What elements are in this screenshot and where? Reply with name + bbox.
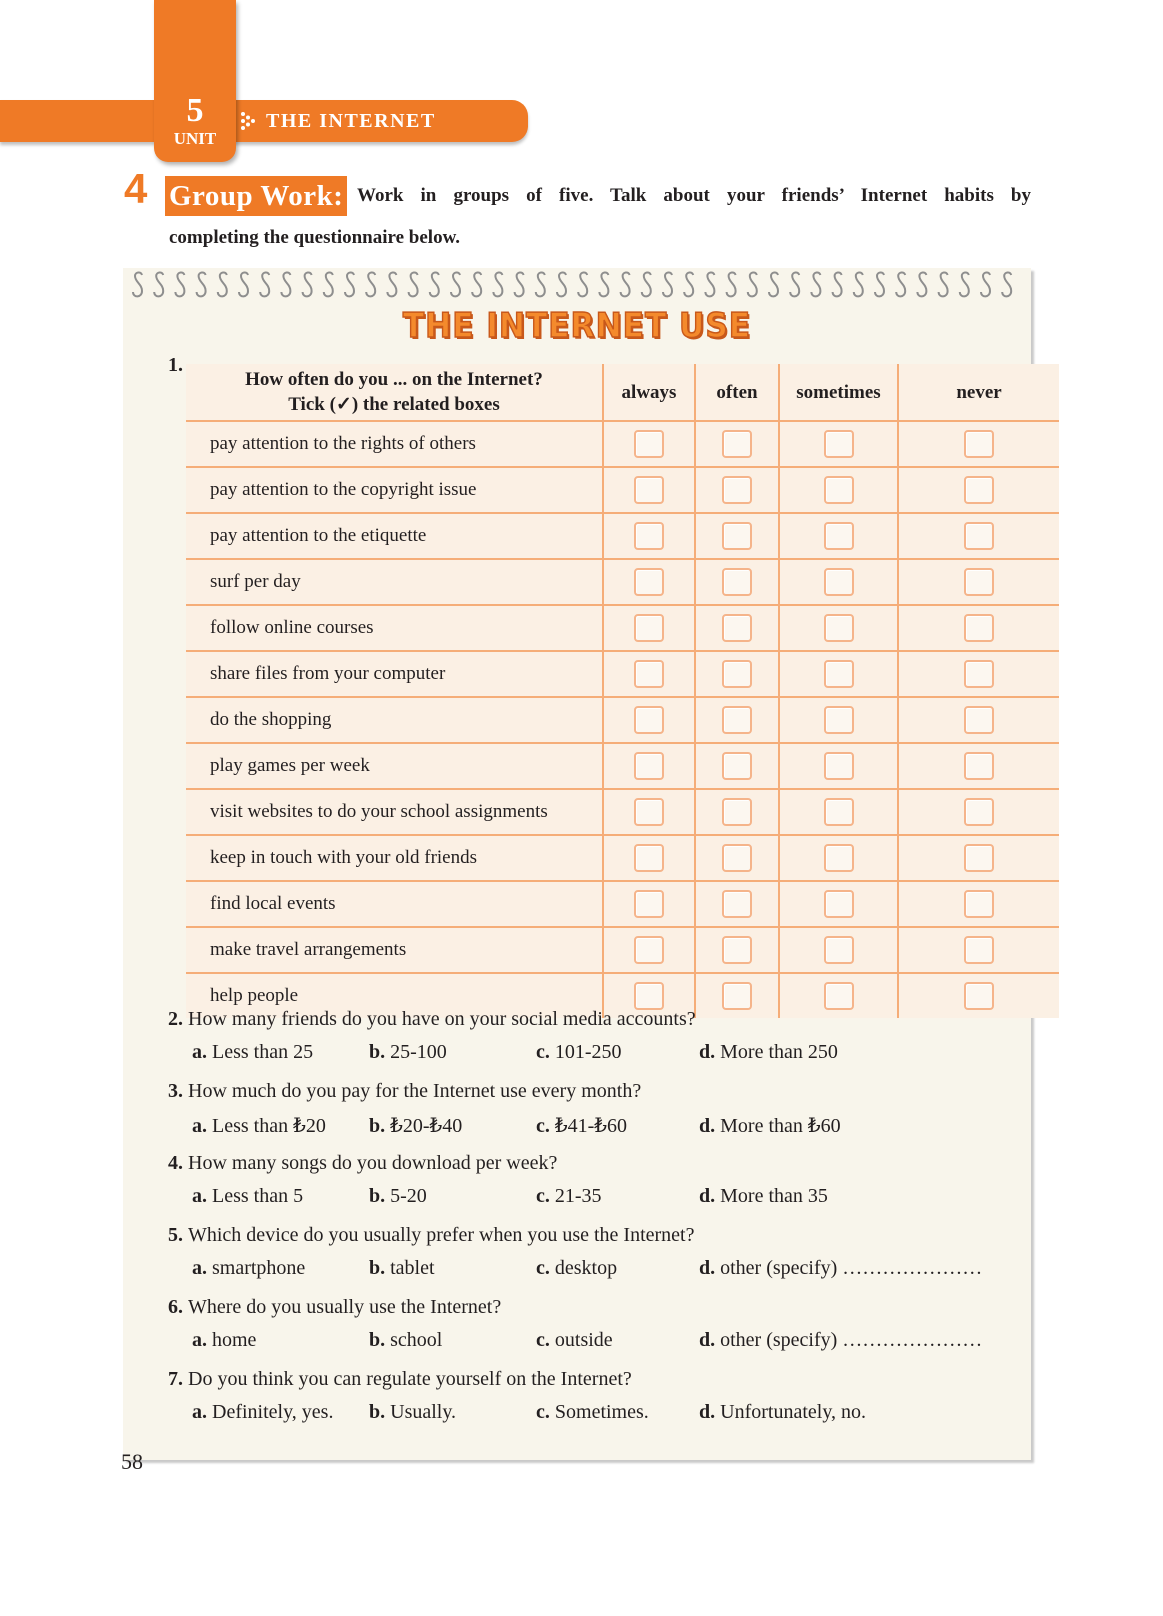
dotted-arrow-icon bbox=[240, 111, 258, 131]
checkbox-sometimes[interactable] bbox=[824, 798, 854, 826]
option-text: smartphone bbox=[212, 1257, 306, 1279]
checkbox-cell bbox=[603, 835, 695, 881]
checkbox-cell bbox=[695, 697, 779, 743]
checkbox-cell bbox=[898, 559, 1059, 605]
checkbox-sometimes[interactable] bbox=[824, 476, 854, 504]
checkbox-never[interactable] bbox=[964, 660, 994, 688]
question-number: 4. bbox=[168, 1152, 183, 1174]
spiral-ring bbox=[430, 272, 439, 296]
column-header-often: often bbox=[695, 364, 779, 421]
option-letter: c. bbox=[536, 1401, 550, 1423]
option-letter: b. bbox=[369, 1257, 386, 1279]
question-item bbox=[168, 1368, 1028, 1440]
questionnaire-panel bbox=[123, 268, 1031, 1460]
checkbox-cell bbox=[695, 559, 779, 605]
answer-option[interactable] bbox=[699, 1401, 866, 1424]
option-text: Less than ₺20 bbox=[212, 1115, 326, 1137]
option-letter: b. bbox=[369, 1401, 386, 1423]
option-text: home bbox=[212, 1329, 257, 1351]
spiral-ring bbox=[642, 272, 651, 296]
option-letter: d. bbox=[699, 1257, 716, 1279]
answer-option[interactable] bbox=[699, 1329, 982, 1352]
checkbox-sometimes[interactable] bbox=[824, 936, 854, 964]
option-text: More than 35 bbox=[720, 1185, 828, 1207]
option-text: 25-100 bbox=[390, 1041, 447, 1063]
checkbox-cell bbox=[695, 421, 779, 467]
question-text: How often do you ... on the Internet? bbox=[245, 369, 543, 390]
checkbox-often[interactable] bbox=[722, 430, 752, 458]
spiral-ring bbox=[684, 272, 693, 296]
activity-label: pay attention to the etiquette bbox=[186, 513, 603, 559]
checkbox-often[interactable] bbox=[722, 476, 752, 504]
answer-option[interactable] bbox=[699, 1113, 841, 1138]
question-stem bbox=[168, 1224, 694, 1247]
question-text: How much do you pay for the Internet use every month? bbox=[188, 1080, 642, 1102]
checkbox-cell bbox=[779, 513, 898, 559]
checkbox-cell bbox=[603, 651, 695, 697]
spiral-ring bbox=[557, 272, 566, 296]
answer-option[interactable] bbox=[536, 1041, 622, 1064]
checkbox-sometimes[interactable] bbox=[824, 522, 854, 550]
checkbox-never[interactable] bbox=[964, 936, 994, 964]
option-text: Less than 25 bbox=[212, 1041, 314, 1063]
checkbox-cell bbox=[695, 743, 779, 789]
question-item bbox=[168, 1224, 1028, 1296]
question-item bbox=[168, 1296, 1028, 1368]
task-instruction-continued: completing the questionnaire below. bbox=[169, 227, 460, 248]
activity-label: play games per week bbox=[186, 743, 603, 789]
column-header-always: always bbox=[603, 364, 695, 421]
question-number: 2. bbox=[168, 1008, 183, 1030]
unit-label: UNIT bbox=[173, 129, 217, 148]
spiral-ring bbox=[917, 272, 926, 296]
task-number: 4 bbox=[124, 165, 148, 212]
activity-label: share files from your computer bbox=[186, 651, 603, 697]
checkbox-cell bbox=[695, 835, 779, 881]
spiral-ring bbox=[472, 272, 481, 296]
question-item bbox=[168, 1008, 1028, 1080]
spiral-ring bbox=[960, 272, 969, 296]
option-text: outside bbox=[554, 1329, 613, 1351]
task-label: Group Work: bbox=[165, 176, 347, 216]
answer-option[interactable] bbox=[369, 1257, 435, 1280]
spiral-ring bbox=[578, 272, 587, 296]
activity-label: make travel arrangements bbox=[186, 927, 603, 973]
answer-option[interactable] bbox=[369, 1041, 447, 1064]
answer-option[interactable] bbox=[699, 1185, 828, 1208]
option-text: 5-20 bbox=[390, 1185, 427, 1207]
checkbox-cell bbox=[695, 467, 779, 513]
spiral-ring bbox=[175, 272, 184, 296]
option-text: tablet bbox=[390, 1257, 435, 1279]
answer-option[interactable] bbox=[536, 1401, 649, 1424]
option-letter: c. bbox=[536, 1257, 550, 1279]
checkbox-often[interactable] bbox=[722, 568, 752, 596]
checkbox-cell bbox=[898, 605, 1059, 651]
checkbox-cell bbox=[898, 743, 1059, 789]
answer-option[interactable] bbox=[536, 1185, 602, 1208]
table-question-header bbox=[186, 364, 603, 421]
checkbox-always[interactable] bbox=[634, 430, 664, 458]
spiral-ring bbox=[599, 272, 608, 296]
checkbox-never[interactable] bbox=[964, 614, 994, 642]
notebook-spiral bbox=[123, 268, 1031, 308]
checkbox-cell bbox=[603, 881, 695, 927]
option-letter: a. bbox=[192, 1041, 207, 1063]
checkbox-cell bbox=[898, 927, 1059, 973]
spiral-ring bbox=[281, 272, 290, 296]
checkbox-never[interactable] bbox=[964, 890, 994, 918]
checkbox-sometimes[interactable] bbox=[824, 982, 854, 1010]
question-stem bbox=[168, 1368, 632, 1391]
question-text: Do you think you can regulate yourself on the Internet? bbox=[188, 1368, 632, 1390]
checkbox-cell bbox=[898, 467, 1059, 513]
checkbox-sometimes[interactable] bbox=[824, 614, 854, 642]
option-text: Definitely, yes. bbox=[212, 1401, 334, 1423]
answer-option[interactable] bbox=[536, 1329, 613, 1352]
option-letter: a. bbox=[192, 1185, 207, 1207]
checkbox-cell bbox=[779, 421, 898, 467]
option-letter: c. bbox=[536, 1185, 550, 1207]
checkbox-cell bbox=[898, 789, 1059, 835]
option-letter: b. bbox=[369, 1041, 386, 1063]
checkbox-sometimes[interactable] bbox=[824, 568, 854, 596]
activity-label: find local events bbox=[186, 881, 603, 927]
spiral-ring bbox=[854, 272, 863, 296]
option-letter: d. bbox=[699, 1329, 716, 1351]
answer-option[interactable] bbox=[369, 1401, 456, 1424]
question-text: How many friends do you have on your social media accounts? bbox=[188, 1008, 696, 1030]
question-stem bbox=[168, 1008, 696, 1031]
checkbox-never[interactable] bbox=[964, 706, 994, 734]
spiral-ring bbox=[154, 272, 163, 296]
question-stem bbox=[168, 1296, 501, 1319]
option-text: other (specify) ………………… bbox=[720, 1329, 983, 1351]
checkbox-cell bbox=[779, 881, 898, 927]
spiral-ring bbox=[387, 272, 396, 296]
checkbox-cell bbox=[779, 559, 898, 605]
option-text: 101-250 bbox=[554, 1041, 622, 1063]
spiral-ring bbox=[197, 272, 206, 296]
option-letter: b. bbox=[369, 1329, 386, 1351]
option-letter: b. bbox=[369, 1185, 386, 1207]
checkbox-always[interactable] bbox=[634, 844, 664, 872]
checkbox-often[interactable] bbox=[722, 890, 752, 918]
answer-option[interactable] bbox=[699, 1257, 982, 1280]
spiral-ring bbox=[1002, 272, 1011, 296]
checkbox-cell bbox=[603, 927, 695, 973]
checkbox-cell bbox=[779, 467, 898, 513]
page-number: 58 bbox=[121, 1449, 143, 1474]
spiral-ring bbox=[409, 272, 418, 296]
checkbox-never[interactable] bbox=[964, 568, 994, 596]
option-text: Unfortunately, no. bbox=[720, 1401, 867, 1423]
spiral-ring bbox=[790, 272, 799, 296]
option-letter: a. bbox=[192, 1401, 207, 1423]
checkbox-sometimes[interactable] bbox=[824, 844, 854, 872]
answer-option[interactable] bbox=[369, 1329, 442, 1352]
checkbox-never[interactable] bbox=[964, 844, 994, 872]
table-row bbox=[186, 881, 1059, 927]
checkbox-cell bbox=[603, 697, 695, 743]
checkbox-never[interactable] bbox=[964, 982, 994, 1010]
checkbox-often[interactable] bbox=[722, 706, 752, 734]
option-text: Usually. bbox=[390, 1401, 457, 1423]
spiral-ring bbox=[663, 272, 672, 296]
option-letter: c. bbox=[536, 1041, 550, 1063]
question-item bbox=[168, 1152, 1028, 1224]
spiral-ring bbox=[875, 272, 884, 296]
option-letter: d. bbox=[699, 1041, 716, 1063]
spiral-ring bbox=[981, 272, 990, 296]
unit-header-bar bbox=[0, 100, 528, 142]
answer-option[interactable] bbox=[536, 1257, 617, 1280]
question-number: 7. bbox=[168, 1368, 183, 1390]
spiral-ring bbox=[833, 272, 842, 296]
answer-option[interactable] bbox=[192, 1401, 333, 1424]
option-letter: d. bbox=[699, 1401, 716, 1423]
option-text: Sometimes. bbox=[554, 1401, 649, 1423]
table-row bbox=[186, 743, 1059, 789]
task-instruction: Work in groups of five. Talk about your friends’ Internet habits by bbox=[357, 185, 1031, 206]
checkbox-cell bbox=[898, 651, 1059, 697]
option-letter: d. bbox=[699, 1115, 716, 1137]
checkbox-cell bbox=[779, 743, 898, 789]
option-letter: a. bbox=[192, 1257, 207, 1279]
option-text: desktop bbox=[554, 1257, 618, 1279]
answer-option[interactable] bbox=[192, 1257, 305, 1280]
checkbox-sometimes[interactable] bbox=[824, 660, 854, 688]
column-header-never: never bbox=[898, 364, 1059, 421]
answer-option[interactable] bbox=[369, 1113, 462, 1138]
spiral-ring bbox=[621, 272, 630, 296]
option-text: More than ₺60 bbox=[720, 1115, 841, 1137]
checkbox-sometimes[interactable] bbox=[824, 890, 854, 918]
table-row bbox=[186, 467, 1059, 513]
table-row bbox=[186, 559, 1059, 605]
spiral-ring bbox=[536, 272, 545, 296]
question-number: 1. bbox=[168, 354, 183, 376]
option-text: other (specify) ………………… bbox=[720, 1257, 983, 1279]
checkbox-always[interactable] bbox=[634, 890, 664, 918]
questionnaire-title: THE INTERNET USE bbox=[402, 306, 752, 346]
table-row bbox=[186, 835, 1059, 881]
spiral-ring bbox=[493, 272, 502, 296]
checkbox-cell bbox=[898, 835, 1059, 881]
spiral-ring bbox=[324, 272, 333, 296]
checkbox-always[interactable] bbox=[634, 798, 664, 826]
checkbox-cell bbox=[603, 605, 695, 651]
checkbox-always[interactable] bbox=[634, 752, 664, 780]
option-text: ₺20-₺40 bbox=[390, 1115, 463, 1137]
option-text: school bbox=[390, 1329, 443, 1351]
checkbox-often[interactable] bbox=[722, 844, 752, 872]
question-stem bbox=[168, 1152, 557, 1175]
spiral-ring bbox=[769, 272, 778, 296]
tick-instruction: Tick (✓) the related boxes bbox=[288, 394, 500, 415]
checkbox-cell bbox=[695, 605, 779, 651]
checkbox-never[interactable] bbox=[964, 476, 994, 504]
spiral-ring bbox=[239, 272, 248, 296]
frequency-table bbox=[186, 364, 1059, 1018]
answer-option[interactable] bbox=[192, 1329, 256, 1352]
unit-number: 5 bbox=[186, 92, 204, 129]
option-letter: d. bbox=[699, 1185, 716, 1207]
option-text: ₺41-₺60 bbox=[554, 1115, 627, 1137]
table-row bbox=[186, 697, 1059, 743]
table-row bbox=[186, 927, 1059, 973]
checkbox-often[interactable] bbox=[722, 522, 752, 550]
checkbox-cell bbox=[603, 789, 695, 835]
activity-label: keep in touch with your old friends bbox=[186, 835, 603, 881]
question-text: How many songs do you download per week? bbox=[188, 1152, 558, 1174]
checkbox-always[interactable] bbox=[634, 568, 664, 596]
option-text: More than 250 bbox=[720, 1041, 838, 1063]
answer-option[interactable] bbox=[699, 1041, 838, 1064]
checkbox-always[interactable] bbox=[634, 522, 664, 550]
answer-option[interactable] bbox=[536, 1113, 627, 1138]
table-row bbox=[186, 513, 1059, 559]
multiple-choice-questions bbox=[168, 1008, 1028, 1440]
option-letter: c. bbox=[536, 1115, 550, 1137]
checkbox-cell bbox=[779, 605, 898, 651]
checkbox-never[interactable] bbox=[964, 752, 994, 780]
table-row bbox=[186, 421, 1059, 467]
checkbox-often[interactable] bbox=[722, 982, 752, 1010]
option-letter: b. bbox=[369, 1115, 386, 1137]
checkbox-never[interactable] bbox=[964, 522, 994, 550]
option-text: Less than 5 bbox=[212, 1185, 304, 1207]
checkbox-often[interactable] bbox=[722, 752, 752, 780]
checkbox-always[interactable] bbox=[634, 476, 664, 504]
checkbox-sometimes[interactable] bbox=[824, 752, 854, 780]
checkbox-always[interactable] bbox=[634, 982, 664, 1010]
activity-label: pay attention to the rights of others bbox=[186, 421, 603, 467]
checkbox-cell bbox=[779, 927, 898, 973]
spiral-ring bbox=[345, 272, 354, 296]
activity-label: surf per day bbox=[186, 559, 603, 605]
spiral-ring bbox=[451, 272, 460, 296]
checkbox-cell bbox=[779, 697, 898, 743]
checkbox-always[interactable] bbox=[634, 706, 664, 734]
spiral-ring bbox=[896, 272, 905, 296]
checkbox-never[interactable] bbox=[964, 430, 994, 458]
checkbox-cell bbox=[898, 881, 1059, 927]
checkbox-cell bbox=[695, 513, 779, 559]
checkbox-cell bbox=[695, 789, 779, 835]
table-row bbox=[186, 789, 1059, 835]
question-text: Where do you usually use the Internet? bbox=[188, 1296, 502, 1318]
checkbox-cell bbox=[695, 651, 779, 697]
checkbox-cell bbox=[779, 651, 898, 697]
question-number: 6. bbox=[168, 1296, 183, 1318]
question-number: 5. bbox=[168, 1224, 183, 1246]
checkbox-cell bbox=[898, 697, 1059, 743]
table-row bbox=[186, 605, 1059, 651]
checkbox-cell bbox=[779, 789, 898, 835]
table-header-row bbox=[186, 364, 1059, 421]
checkbox-cell bbox=[695, 927, 779, 973]
table-row bbox=[186, 651, 1059, 697]
checkbox-never[interactable] bbox=[964, 798, 994, 826]
answer-option[interactable] bbox=[192, 1041, 313, 1064]
checkbox-sometimes[interactable] bbox=[824, 706, 854, 734]
checkbox-cell bbox=[695, 881, 779, 927]
question-text: Which device do you usually prefer when you use the Internet? bbox=[188, 1224, 695, 1246]
checkbox-cell bbox=[898, 513, 1059, 559]
option-letter: c. bbox=[536, 1329, 550, 1351]
spiral-ring bbox=[515, 272, 524, 296]
spiral-ring bbox=[705, 272, 714, 296]
checkbox-cell bbox=[603, 559, 695, 605]
question-number: 3. bbox=[168, 1080, 183, 1102]
activity-label: visit websites to do your school assignments bbox=[186, 789, 603, 835]
answer-option[interactable] bbox=[192, 1113, 326, 1138]
activity-label: do the shopping bbox=[186, 697, 603, 743]
spiral-ring bbox=[303, 272, 312, 296]
question-item bbox=[168, 1080, 1028, 1152]
spiral-ring bbox=[811, 272, 820, 296]
checkbox-sometimes[interactable] bbox=[824, 430, 854, 458]
unit-tab bbox=[154, 0, 236, 162]
activity-label: help people bbox=[186, 973, 603, 1018]
activity-label: follow online courses bbox=[186, 605, 603, 651]
unit-title: THE INTERNET bbox=[266, 110, 436, 132]
answer-option[interactable] bbox=[192, 1185, 303, 1208]
option-text: 21-35 bbox=[554, 1185, 602, 1207]
spiral-ring bbox=[260, 272, 269, 296]
activity-label: pay attention to the copyright issue bbox=[186, 467, 603, 513]
checkbox-cell bbox=[603, 743, 695, 789]
option-letter: a. bbox=[192, 1115, 207, 1137]
checkbox-cell bbox=[603, 421, 695, 467]
checkbox-often[interactable] bbox=[722, 936, 752, 964]
spiral-ring bbox=[748, 272, 757, 296]
checkbox-cell bbox=[603, 513, 695, 559]
question-stem bbox=[168, 1080, 641, 1103]
spiral-ring bbox=[133, 272, 142, 296]
spiral-ring bbox=[939, 272, 948, 296]
spiral-ring bbox=[218, 272, 227, 296]
answer-option[interactable] bbox=[369, 1185, 427, 1208]
checkbox-cell bbox=[779, 835, 898, 881]
checkbox-often[interactable] bbox=[722, 614, 752, 642]
spiral-ring bbox=[366, 272, 375, 296]
checkbox-always[interactable] bbox=[634, 614, 664, 642]
checkbox-always[interactable] bbox=[634, 936, 664, 964]
checkbox-cell bbox=[603, 467, 695, 513]
checkbox-often[interactable] bbox=[722, 798, 752, 826]
checkbox-often[interactable] bbox=[722, 660, 752, 688]
option-letter: a. bbox=[192, 1329, 207, 1351]
column-header-sometimes: sometimes bbox=[779, 364, 898, 421]
spiral-ring bbox=[727, 272, 736, 296]
checkbox-cell bbox=[898, 421, 1059, 467]
checkbox-always[interactable] bbox=[634, 660, 664, 688]
